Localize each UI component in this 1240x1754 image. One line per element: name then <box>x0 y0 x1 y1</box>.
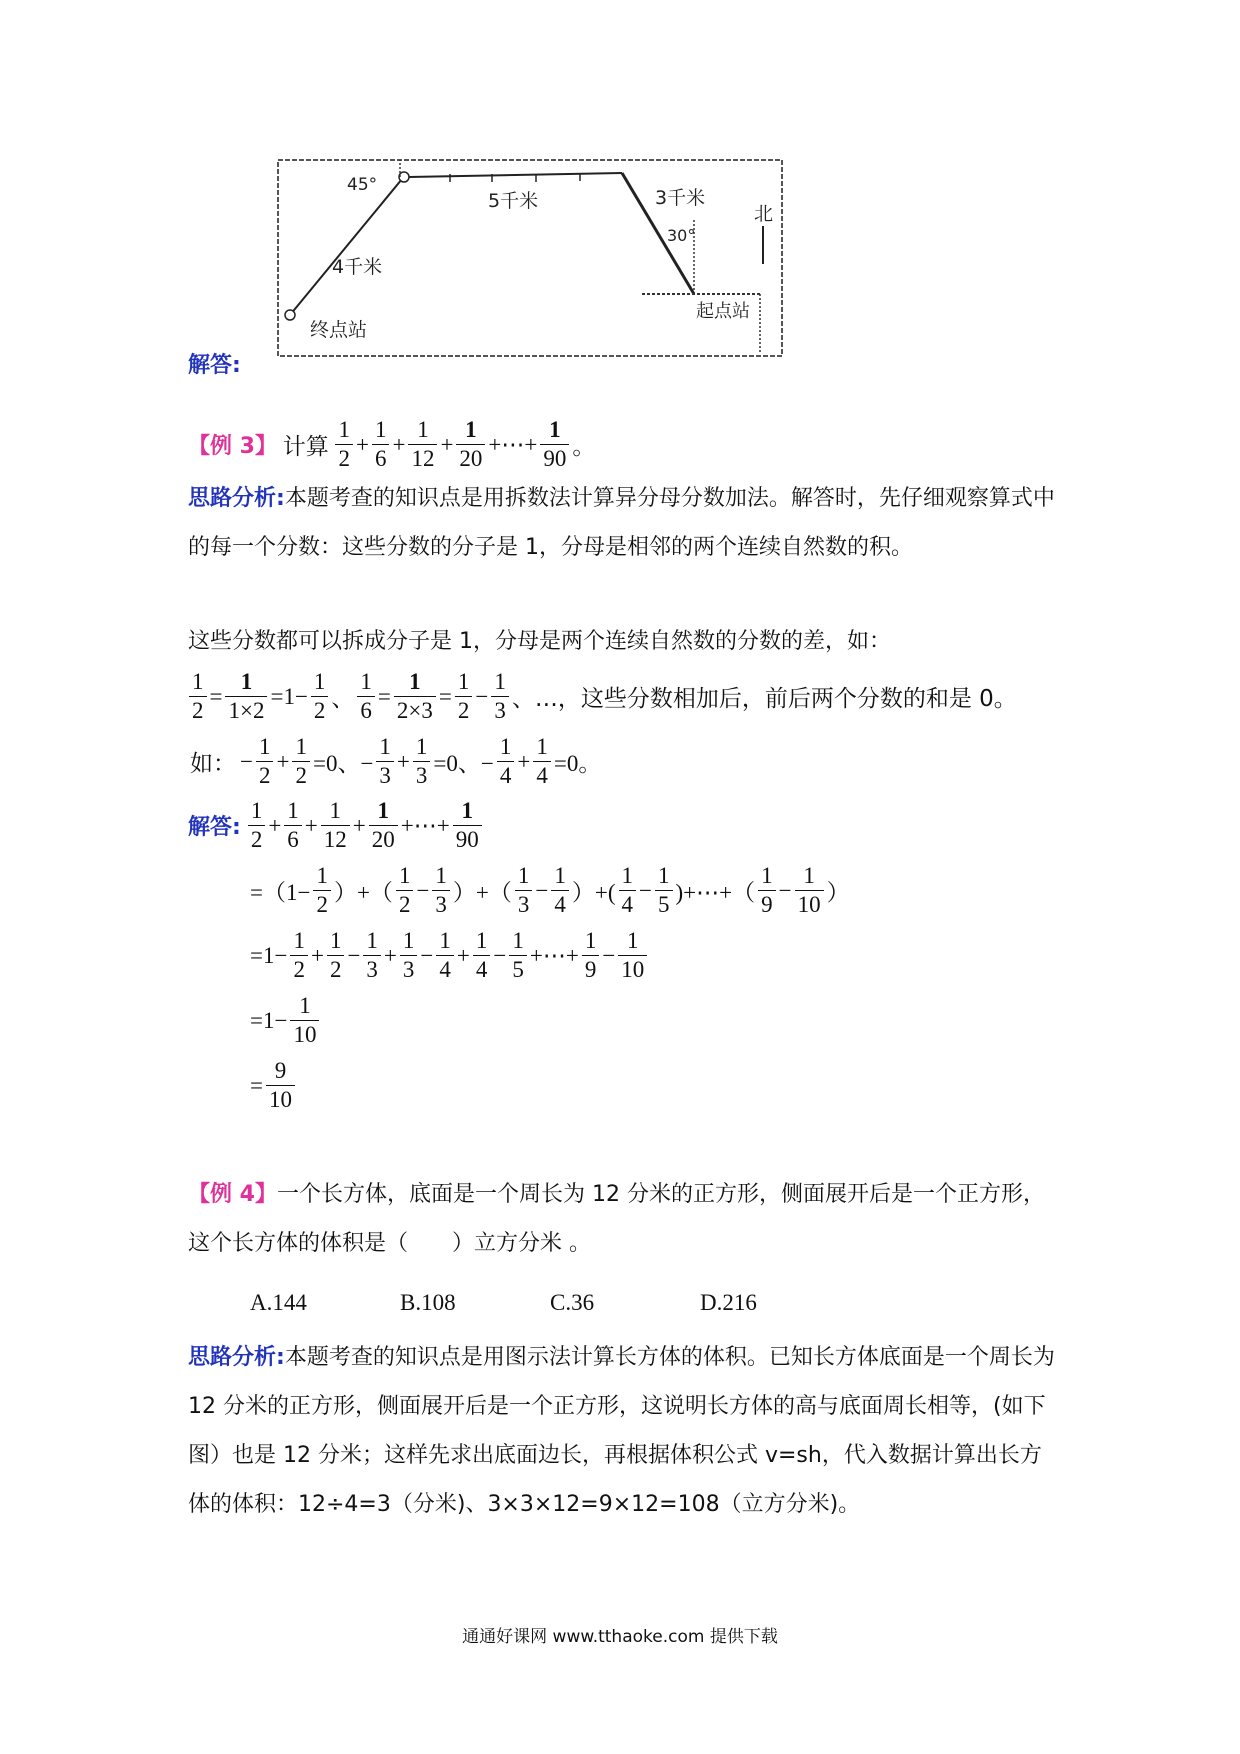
example-3-answer-line3: =1− $\frac{1}{2}$ + $\frac{1}{2}$ − $\frac{1}{3}$ + $\frac{1}{3}$ − $\frac{1}{4}$ + $\frac{1}{4}$ − $\frac{1}{5}$ +⋯+ $\frac{1}{9}$ − $\frac{1}{10}$ <box>248 927 648 984</box>
example-4-text: 一个长方体，底面是一个周长为 12 分米的正方形，侧面展开后是一个正方形，这个长方体的体积是（ ）立方分米 。 <box>188 1182 1045 1256</box>
example-3-tag: 【例 3】 <box>188 434 277 459</box>
example-4-question <box>188 1170 1058 1268</box>
label-start-station: 起点站 <box>696 301 750 322</box>
ru-label: 如： <box>190 751 236 777</box>
route-top-segment <box>409 173 622 177</box>
example-3-calc: 计算 <box>282 434 329 460</box>
end-station-marker <box>285 310 295 320</box>
label-end-station: 终点站 <box>310 319 368 341</box>
answer-label-1: 解答: <box>188 353 241 378</box>
label-seg-right: 3千米 <box>655 187 706 209</box>
answer-label-3: 解答: <box>188 815 241 840</box>
example-3-zero-sums: 如： − $\frac{1}{2}$ + $\frac{1}{2}$ =0、− $\frac{1}{3}$ + $\frac{1}{3}$ =0、− $\frac{1}{4}$ + $\frac{1}{4}$ =0。 <box>190 734 602 788</box>
example-3-answer-line4: =1− $\frac{1}{10}$ <box>248 992 320 1049</box>
analysis-text-3: 本题考查的知识点是用拆数法计算异分母分数加法。解答时，先仔细观察算式中的每一个分数：这些分数的分子是 1，分母是相邻的两个连续自然数的积。 <box>188 486 1055 560</box>
page-footer: 通通好课网 www.tthaoke.com 提供下载 <box>462 1627 778 1647</box>
split-formula-tail: 、…，这些分数相加后，前后两个分数的和是 0。 <box>511 686 1017 712</box>
choice-a[interactable]: A.144 <box>250 1290 307 1315</box>
label-seg-top: 5千米 <box>488 190 539 212</box>
example-3-heading: 【例 3】 计算 $\frac{1}{2}$ + $\frac{1}{6}$ + $\frac{1}{12}$ + $\frac{1}{20}$ +⋯+ $\frac{1}{90}$ 。 <box>188 417 596 471</box>
choice-c[interactable]: C.36 <box>550 1290 595 1315</box>
example-4-analysis <box>188 1333 1058 1529</box>
route-map-figure <box>270 152 792 364</box>
example-3-analysis <box>188 474 1058 572</box>
analysis-text-4: 本题考查的知识点是用图示法计算长方体的体积。已知长方体底面是一个周长为 12 分米的正方形，侧面展开后是一个正方形，这说明长方体的高与底面周长相等，(如下图）也是 12 分米；这样先求出底面边长，再根据体积公式 v=sh，代入数据计算出长方体的体积：12÷4=3（分米)、3×3×12=9×12=108（立方分米)。 <box>188 1345 1055 1517</box>
north-label: 北 <box>754 203 774 225</box>
analysis-label-3: 思路分析: <box>188 486 285 511</box>
analysis-label-4: 思路分析: <box>188 1345 285 1370</box>
example-3-answer-line5: = $\frac{9}{10}$ <box>248 1057 296 1114</box>
period: 。 <box>572 434 596 459</box>
example-3-line2: 这些分数都可以拆成分子是 1，分母是两个连续自然数的分数的差，如： <box>188 629 891 654</box>
example-3-split-formula: $\frac{1}{2}$ = $\frac{1}{1\times 2}$ =1− $\frac{1}{2}$ 、 $\frac{1}{6}$ = $\frac{1}{2\times 3}$ = $\frac{1}{2}$ − $\frac{1}{3}$ 、…，这些分数相加后，前后两个分数的和是 0。 <box>188 668 1019 725</box>
label-angle-top: 45° <box>347 175 378 195</box>
label-seg-left: 4千米 <box>332 256 383 278</box>
route-left-segment <box>290 179 402 315</box>
example-4-choices <box>250 1290 850 1316</box>
example-4-tag: 【例 4】 <box>188 1182 277 1207</box>
choice-b[interactable]: B.108 <box>400 1290 456 1315</box>
example-3-answer-line1: 解答: $\frac{1}{2}$ + $\frac{1}{6}$ + $\frac{1}{12}$ + $\frac{1}{20}$ +⋯+ $\frac{1}{90}$ <box>188 797 483 854</box>
choice-d[interactable]: D.216 <box>700 1290 757 1315</box>
example-3-answer-line2: =（1− $\frac{1}{2}$ ）+（ $\frac{1}{2}$ − $\frac{1}{3}$ ）+（ $\frac{1}{3}$ − $\frac{1}{4}$ ）+( $\frac{1}{4}$ − $\frac{1}{5}$ )+⋯+（ $\frac{1}{9}$ − $\frac{1}{10}$ ） <box>250 863 850 917</box>
label-angle-right: 30° <box>667 226 696 245</box>
